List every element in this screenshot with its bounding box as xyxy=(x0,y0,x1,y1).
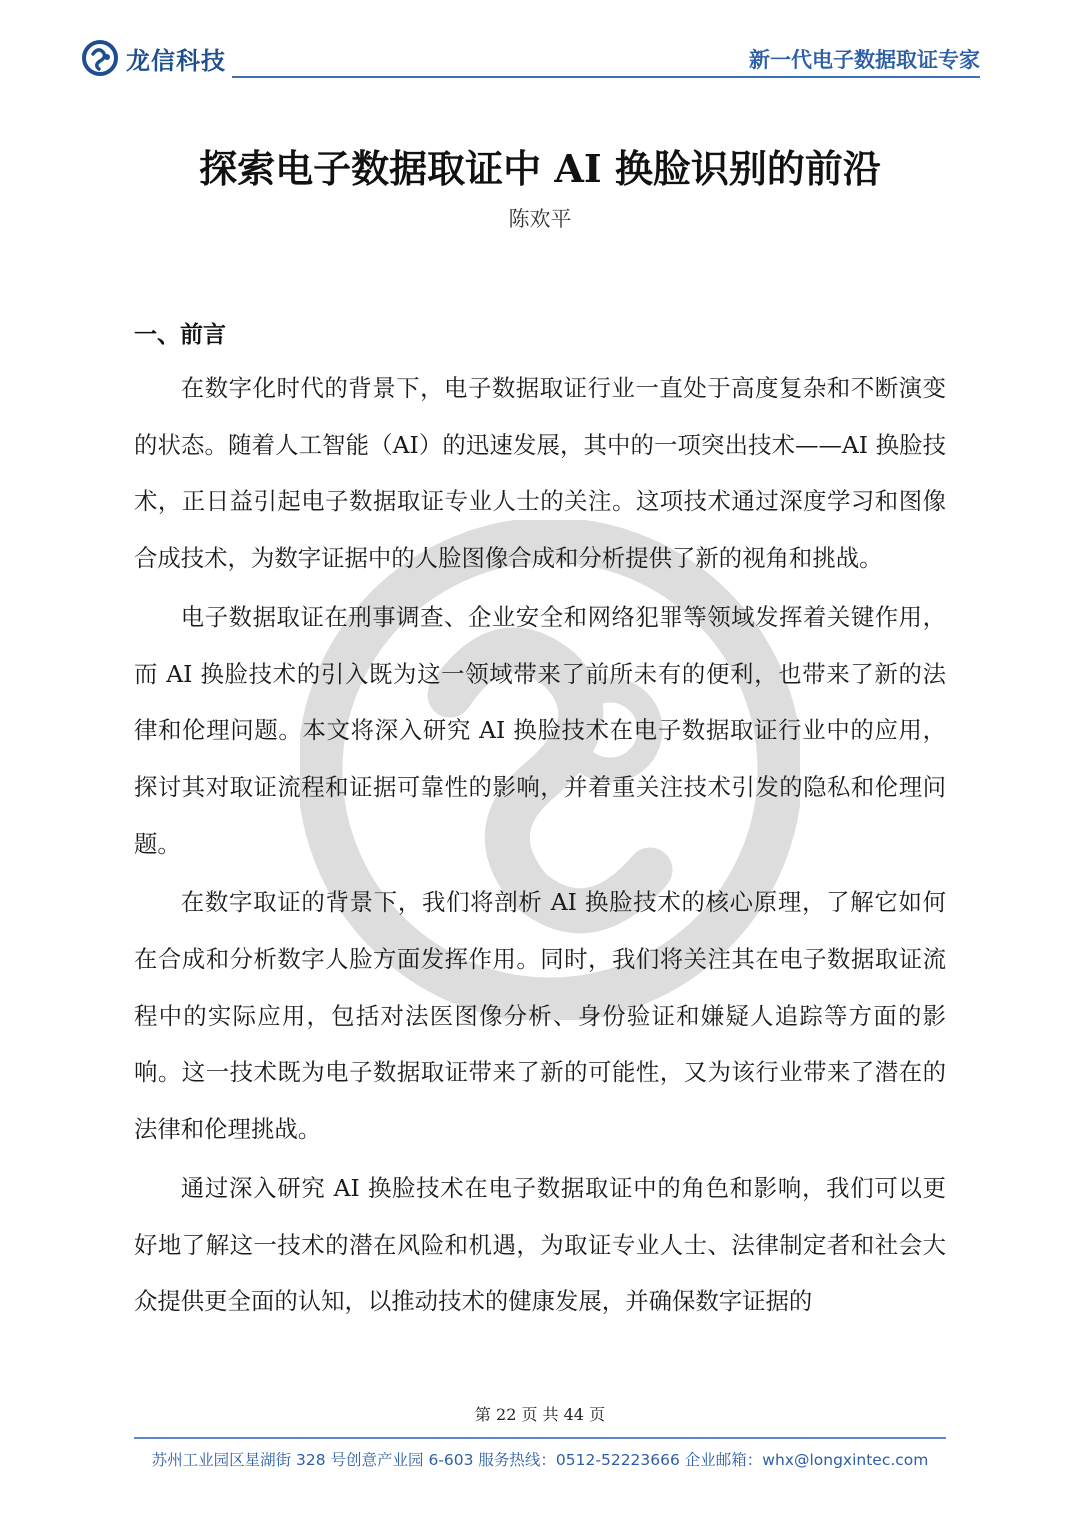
document-author: 陈欢平 xyxy=(508,207,572,231)
footer-divider xyxy=(134,1437,946,1439)
paragraph: 在数字化时代的背景下，电子数据取证行业一直处于高度复杂和不断演变的状态。随着人工智能（AI）的迅速发展，其中的一项突出技术——AI 换脸技术，正日益引起电子数据取证专业人士的关注。这项技术通过深度学习和图像合成技术，为数字证据中的人脸图像合成和分析提供了新的视角和挑战。 xyxy=(134,374,946,573)
footer-contact: 苏州工业园区星湖街 328 号创意产业园 6-603 服务热线：0512-52223666 企业邮箱：whx@longxintec.com xyxy=(151,1451,929,1469)
page-number: 第 22 页 共 44 页 xyxy=(474,1405,606,1424)
logo-icon xyxy=(80,38,120,78)
company-logo xyxy=(80,38,226,78)
paragraph: 电子数据取证在刑事调查、企业安全和网络犯罪等领域发挥着关键作用，而 AI 换脸技术的引入既为这一领域带来了前所未有的便利，也带来了新的法律和伦理问题。本文将深入研究 AI 换脸技术在电子数据取证行业中的应用，探讨其对取证流程和证据可靠性的影响，并着重关注技术引发的隐私和伦理问题。 xyxy=(134,602,946,858)
section-heading: 一、前言 xyxy=(134,322,226,348)
document-title: 探索电子数据取证中 AI 换脸识别的前沿 xyxy=(199,146,881,191)
paragraph: 在数字取证的背景下，我们将剖析 AI 换脸技术的核心原理，了解它如何在合成和分析数字人脸方面发挥作用。同时，我们将关注其在电子数据取证流程中的实际应用，包括对法医图像分析、身份验证和嫌疑人追踪等方面的影响。这一技术既为电子数据取证带来了新的可能性，又为该行业带来了潜在的法律和伦理挑战。 xyxy=(134,888,946,1144)
header-divider xyxy=(232,76,980,78)
paragraph: 通过深入研究 AI 换脸技术在电子数据取证中的角色和影响，我们可以更好地了解这一技术的潜在风险和机遇，为取证专业人士、法律制定者和社会大众提供更全面的认知，以推动技术的健康发展，并确保数字证据的 xyxy=(134,1173,946,1316)
page-header xyxy=(80,38,980,82)
logo-text: 龙信科技 xyxy=(126,46,226,75)
header-slogan: 新一代电子数据取证专家 xyxy=(749,48,980,72)
body-text xyxy=(134,360,946,1332)
